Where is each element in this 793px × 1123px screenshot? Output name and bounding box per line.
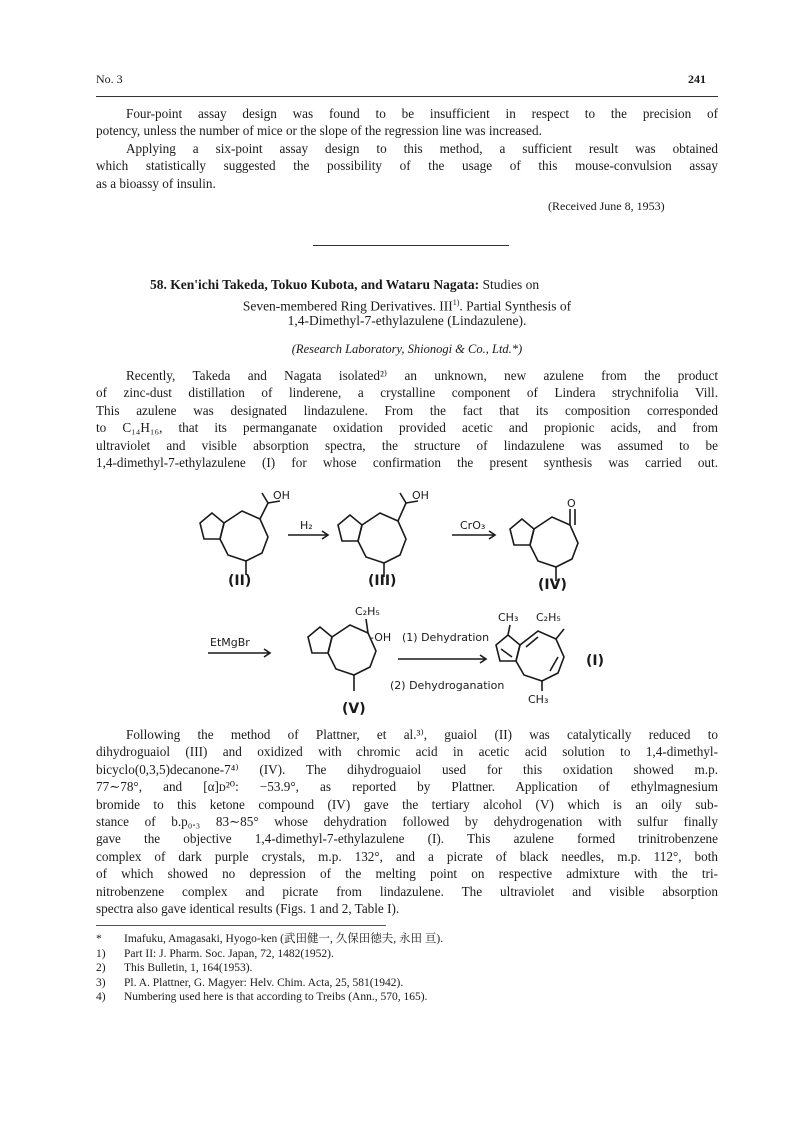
article-separator xyxy=(313,245,509,246)
text-line: Four-point assay design was found to be insufficient in respect to the precision of xyxy=(126,106,718,121)
compound-label: (I) xyxy=(586,653,605,669)
methyl-group: CH₃ xyxy=(498,611,519,624)
footnote-mark: 4) xyxy=(96,991,106,1003)
footnote-rule xyxy=(96,925,386,926)
header-rule xyxy=(96,96,718,97)
text-line: Following the method of Plattner, et al.³⁾, guaiol (II) was catalytically reduced to xyxy=(126,727,718,742)
reagent-label: (1) Dehydration xyxy=(402,631,490,644)
structure-IV xyxy=(510,509,578,581)
structure-V xyxy=(308,619,376,691)
hydroxyl-group: OH xyxy=(273,489,290,502)
text-line: to C₁₄H₁₆, that its permanganate oxidation provided acetic and propionic acids, and from xyxy=(96,420,718,436)
footnote-text: This Bulletin, 1, 164(1953). xyxy=(124,962,253,974)
text-line: 1,4-dimethyl-7-ethylazulene (I) for whose confirmation the present synthesis was carried out. xyxy=(96,455,718,471)
text-line: which statistically suggested the possibility of the usage of this mouse-convulsion assay xyxy=(96,158,718,174)
text-line: Applying a six-point assay design to this method, a sufficient result was obtained xyxy=(126,140,718,156)
carbonyl-group: O xyxy=(567,497,576,510)
affiliation: (Research Laboratory, Shionogi & Co., Ltd.*) xyxy=(291,342,523,356)
footnotes xyxy=(96,932,443,1005)
footnote xyxy=(96,947,443,962)
text-line: This azulene was designated lindazulene. From the fact that its composition corresponded xyxy=(96,402,718,418)
text-line: gave the objective 1,4-dimethyl-7-ethylazulene (I). This azulene formed trinitrobenzene xyxy=(96,831,718,847)
text-line: nitrobenzene complex and picrate from lindazulene. The ultraviolet and visible absorption xyxy=(96,883,718,899)
compound-label: (III) xyxy=(368,573,397,589)
hydroxyl-group: -OH xyxy=(370,631,392,644)
reagent-label: H₂ xyxy=(300,519,313,532)
ethyl-group: C₂H₅ xyxy=(355,605,380,618)
footnote xyxy=(96,932,443,947)
text-line: dihydroguaiol (III) and oxidized with chromic acid in acetic acid solution to 1,4-dimethyl- xyxy=(96,744,718,760)
footnote-mark: * xyxy=(96,933,102,945)
text-line: bromide to this ketone compound (IV) gave the tertiary alcohol (V) which is an oily sub- xyxy=(96,796,718,812)
article-title-line3: 1,4-Dimethyl-7-ethylazulene (Lindazulene). xyxy=(287,313,527,328)
intro-paragraph xyxy=(96,367,718,471)
footnote xyxy=(96,961,443,976)
text-line: 77∼78°, and [α]ᴅ²⁰: −53.9°, as reported by Plattner. Application of ethylmagnesium xyxy=(96,779,718,795)
page-number: 241 xyxy=(688,72,706,86)
footnote-text: Imafuku, Amagasaki, Hyogo-ken (武田健一, 久保田徳夫, 永田 亘). xyxy=(124,933,444,945)
title-footnote-ref: 1) xyxy=(452,298,460,307)
text-line: bicyclo(0,3,5)decanone-7⁴⁾ (IV). The dihydroguaiol used for this oxidation showed m.p. xyxy=(96,761,718,777)
article-title-line1 xyxy=(150,276,670,294)
text-line: potency, unless the number of mice or the slope of the regression line was increased. xyxy=(96,123,542,139)
body-paragraph xyxy=(96,726,718,917)
title-text: Seven-membered Ring Derivatives. III xyxy=(242,298,453,314)
footnote-text: Numbering used here is that according to Treibs (Ann., 570, 165). xyxy=(124,991,428,1003)
received-date: (Received June 8, 1953) xyxy=(548,199,665,213)
footnote-mark: 3) xyxy=(96,976,106,989)
compound-label: (IV) xyxy=(538,577,567,593)
footnote xyxy=(96,976,443,991)
reagent-label: CrO₃ xyxy=(460,519,486,532)
text-line: complex of dark purple crystals, m.p. 132°, and a picrate of black needles, m.p. 112°, both xyxy=(96,848,718,864)
reagent-label: (2) Dehydroganation xyxy=(390,679,505,692)
text-line: of which showed no depression of the melting point on respective admixture with the tri- xyxy=(96,866,718,882)
text-line: as a bioassy of insulin. xyxy=(96,175,216,191)
footnote-mark: 2) xyxy=(96,962,106,974)
ethyl-group: C₂H₅ xyxy=(536,611,561,624)
structure-II xyxy=(200,493,280,575)
compound-label: (II) xyxy=(228,573,252,589)
footnote-text: Part II: J. Pharm. Soc. Japan, 72, 1482(1952). xyxy=(124,947,334,960)
article-authors: Ken'ichi Takeda, Tokuo Kubota, and Wataru Nagata: xyxy=(170,277,480,292)
journal-issue: No. 3 xyxy=(96,72,123,86)
reagent-label: EtMgBr xyxy=(210,636,250,649)
footnote-mark: 1) xyxy=(96,947,106,960)
title-text: . Partial Synthesis of xyxy=(459,298,572,314)
article-title-start: Studies on xyxy=(482,277,540,292)
article-number: 58. xyxy=(150,277,167,292)
text-line: ultraviolet and visible absorption spectra, the structure of lindazulene was assumed to be xyxy=(96,437,718,453)
structure-III xyxy=(338,493,418,577)
footnote xyxy=(96,990,443,1005)
methyl-group: CH₃ xyxy=(528,693,549,706)
text-line: stance of b.p₀.₃ 83∼85° whose dehydration followed by dehydrogenation with sulfur finally xyxy=(96,814,718,830)
text-line: of zinc-dust distillation of linderene, a crystalline component of Lindera strychnifolia Vill. xyxy=(96,385,718,401)
reaction-scheme xyxy=(190,485,640,720)
text-line: Recently, Takeda and Nagata isolated²⁾ an unknown, new azulene from the product xyxy=(126,368,718,383)
structure-I xyxy=(496,625,564,691)
hydroxyl-group: OH xyxy=(412,489,429,502)
compound-label: (V) xyxy=(342,701,366,717)
footnote-text: Pl. A. Plattner, G. Magyer: Helv. Chim. Acta, 25, 581(1942). xyxy=(124,976,404,989)
prev-article-text xyxy=(96,105,718,192)
text-line: spectra also gave identical results (Figs. 1 and 2, Table I). xyxy=(96,901,400,917)
